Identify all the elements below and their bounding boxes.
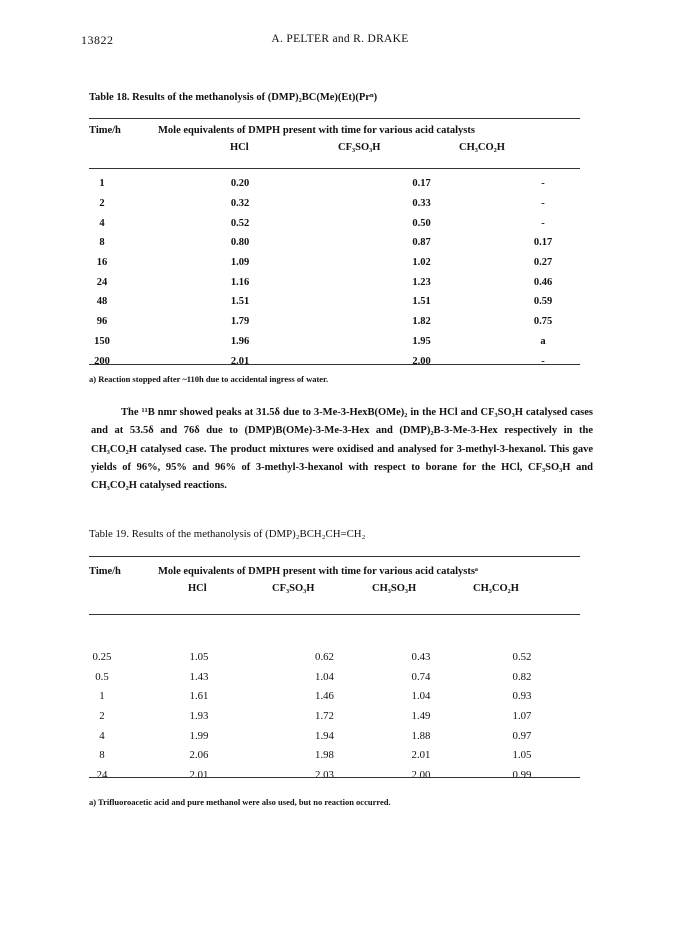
table-row: [84, 745, 573, 765]
table-cell-ac: -: [541, 178, 545, 190]
table-18-caption: Table 18. Results of the methanolysis of (DMP)₂BC(Me)(Et)(Prⁿ): [89, 92, 378, 103]
table-cell-hcl: 0.52: [230, 217, 250, 229]
table-cell-ac: -: [541, 355, 545, 367]
table-cell-cf3: 1.94: [315, 729, 334, 742]
table-cell-hcl: 0.20: [230, 178, 250, 190]
table-cell-cf3: 0.87: [412, 237, 431, 249]
table-19-col-ch3so3h: CH₃SO₃H: [372, 583, 417, 594]
table-row: [84, 726, 573, 746]
table-row: [84, 312, 603, 332]
table-cell-ms: 0.74: [411, 670, 431, 683]
table-cell-hcl: 1.05: [189, 650, 209, 663]
table-18-col-time: Time/h: [89, 125, 121, 136]
table-cell-ac: 0.52: [512, 650, 532, 663]
table-cell-ac: 0.59: [533, 296, 553, 308]
table-cell-cf3: 1.51: [412, 296, 431, 308]
table-19-col-cf3so3h: CF₃SO₃H: [272, 583, 315, 594]
table-row: [84, 765, 573, 785]
table-cell-hcl: 0.80: [230, 237, 250, 249]
table-cell-ac: 1.05: [512, 749, 532, 762]
running-head: A. PELTER and R. DRAKE: [271, 33, 409, 45]
table-cell-cf3: 0.17: [412, 178, 431, 190]
table-row: [84, 351, 603, 371]
table-cell-time: 0.25: [92, 650, 112, 663]
table-row: [84, 332, 603, 352]
table-rule-bottom: [89, 364, 580, 365]
table-cell-time: 2: [99, 709, 105, 722]
table-cell-time: 8: [99, 237, 105, 249]
table-cell-hcl: 1.79: [230, 316, 250, 328]
table-row: [84, 253, 603, 273]
table-cell-time: 48: [96, 296, 108, 308]
table-cell-time: 1: [99, 178, 105, 190]
table-rule-header: [89, 168, 580, 169]
table-cell-ac: -: [541, 198, 545, 210]
table-cell-cf3: 2.03: [315, 768, 334, 781]
table-row: [84, 194, 603, 214]
table-cell-hcl: 1.43: [189, 670, 209, 683]
table-cell-hcl: 1.51: [230, 296, 250, 308]
table-18-span-header: Mole equivalents of DMPH present with time for various acid catalysts: [158, 125, 475, 136]
table-cell-ac: 0.27: [533, 257, 553, 269]
table-cell-cf3: 1.02: [412, 257, 431, 269]
table-19-span-header: Mole equivalents of DMPH present with time for various acid catalystsᵃ: [158, 566, 478, 577]
table-row: [84, 686, 573, 706]
table-cell-hcl: 0.32: [230, 198, 250, 210]
table-cell-ms: 2.00: [411, 768, 431, 781]
table-row: [84, 213, 603, 233]
table-cell-hcl: 2.01: [189, 768, 209, 781]
table-cell-cf3: 0.62: [315, 650, 334, 663]
body-paragraph: The ¹¹B nmr showed peaks at 31.5δ due to 3-Me-3-HexB(OMe)₂ in the HCl and CF₃SO₃H catalysed cases and at 53.5δ and 76δ due to (DMP)B(OMe)-3-Me-3-Hex and (DMP)₂B-3-Me-3-Hex respectively in the CH₃CO₂H catalysed case. The product mixtures were oxidised and analysed for 3-methyl-3-hexanol. This gave yields of 96%, 95% and 96% of 3-methyl-3-hexanol with respect to borane for the HCl, CF₃SO₃H and CH₃CO₂H catalysed reactions.: [91, 407, 593, 492]
table-cell-hcl: 2.06: [189, 749, 209, 762]
table-cell-ms: 1.04: [411, 690, 431, 703]
table-18-footnote: a) Reaction stopped after ~110h due to accidental ingress of water.: [89, 374, 329, 384]
table-cell-hcl: 1.61: [189, 690, 209, 703]
table-cell-cf3: 1.98: [315, 749, 334, 762]
table-rule-top: [89, 556, 580, 557]
table-cell-hcl: 1.99: [189, 729, 209, 742]
table-cell-hcl: 1.09: [230, 257, 250, 269]
table-cell-ms: 1.88: [411, 729, 431, 742]
table-cell-ac: 0.46: [533, 276, 553, 288]
table-cell-time: 2: [99, 198, 105, 210]
table-row: [84, 647, 573, 667]
table-19-col-hcl: HCl: [188, 583, 207, 594]
table-cell-hcl: 2.01: [230, 355, 250, 367]
table-18-body: [84, 174, 603, 371]
page-number: 13822: [81, 33, 114, 47]
table-cell-cf3: 1.23: [412, 276, 431, 288]
table-cell-ac: 0.97: [512, 729, 532, 742]
table-cell-time: 8: [99, 749, 105, 762]
table-cell-cf3: 1.04: [315, 670, 334, 683]
table-cell-ac: 0.82: [512, 670, 532, 683]
table-cell-cf3: 1.95: [412, 335, 431, 347]
table-cell-time: 4: [99, 729, 105, 742]
table-cell-ms: 2.01: [411, 749, 431, 762]
table-19-col-ch3co2h: CH₃CO₂H: [473, 583, 519, 594]
table-cell-ms: 0.43: [411, 650, 431, 663]
table-row: [84, 706, 573, 726]
table-19-col-time: Time/h: [89, 566, 121, 577]
table-row: [84, 174, 603, 194]
table-cell-time: 150: [94, 335, 110, 347]
table-rule-header: [89, 614, 580, 615]
table-cell-ac: 0.17: [533, 237, 553, 249]
table-cell-ac: 0.99: [512, 768, 532, 781]
table-cell-ac: -: [541, 217, 545, 229]
table-19-body: [84, 647, 573, 785]
table-cell-ms: 1.49: [411, 709, 431, 722]
table-row: [84, 292, 603, 312]
table-cell-cf3: 1.46: [315, 690, 334, 703]
table-cell-time: 1: [99, 690, 105, 703]
table-cell-cf3: 0.33: [412, 198, 431, 210]
table-19-footnote: a) Trifluoroacetic acid and pure methanol were also used, but no reaction occurred.: [89, 797, 391, 807]
table-cell-hcl: 1.96: [230, 335, 250, 347]
table-cell-time: 4: [99, 217, 105, 229]
table-cell-hcl: 1.16: [230, 276, 250, 288]
table-18-col-ch3co2h: CH₃CO₂H: [459, 142, 505, 153]
table-cell-time: 200: [94, 355, 110, 367]
table-row: [84, 233, 603, 253]
table-cell-time: 24: [96, 768, 108, 781]
table-cell-ac: 0.93: [512, 690, 532, 703]
table-18-col-hcl: HCl: [230, 142, 249, 153]
table-cell-cf3: 0.50: [412, 217, 431, 229]
table-cell-time: 96: [96, 316, 108, 328]
table-cell-cf3: 1.82: [412, 316, 431, 328]
table-rule-top: [89, 118, 580, 119]
table-18-col-cf3so3h: CF₃SO₃H: [338, 142, 381, 153]
table-cell-cf3: 2.00: [412, 355, 431, 367]
table-19-caption: Table 19. Results of the methanolysis of (DMP)₂BCH₂CH=CH₂: [89, 528, 366, 540]
table-cell-ac: 0.75: [533, 316, 553, 328]
table-cell-cf3: 1.72: [315, 709, 334, 722]
table-cell-ac: a: [540, 335, 546, 347]
table-cell-time: 0.5: [95, 670, 109, 683]
table-rule-bottom: [89, 777, 580, 778]
table-cell-ac: 1.07: [512, 709, 532, 722]
table-row: [84, 272, 603, 292]
table-row: [84, 667, 573, 687]
table-cell-time: 16: [96, 257, 108, 269]
table-cell-time: 24: [96, 276, 108, 288]
table-cell-hcl: 1.93: [189, 709, 209, 722]
